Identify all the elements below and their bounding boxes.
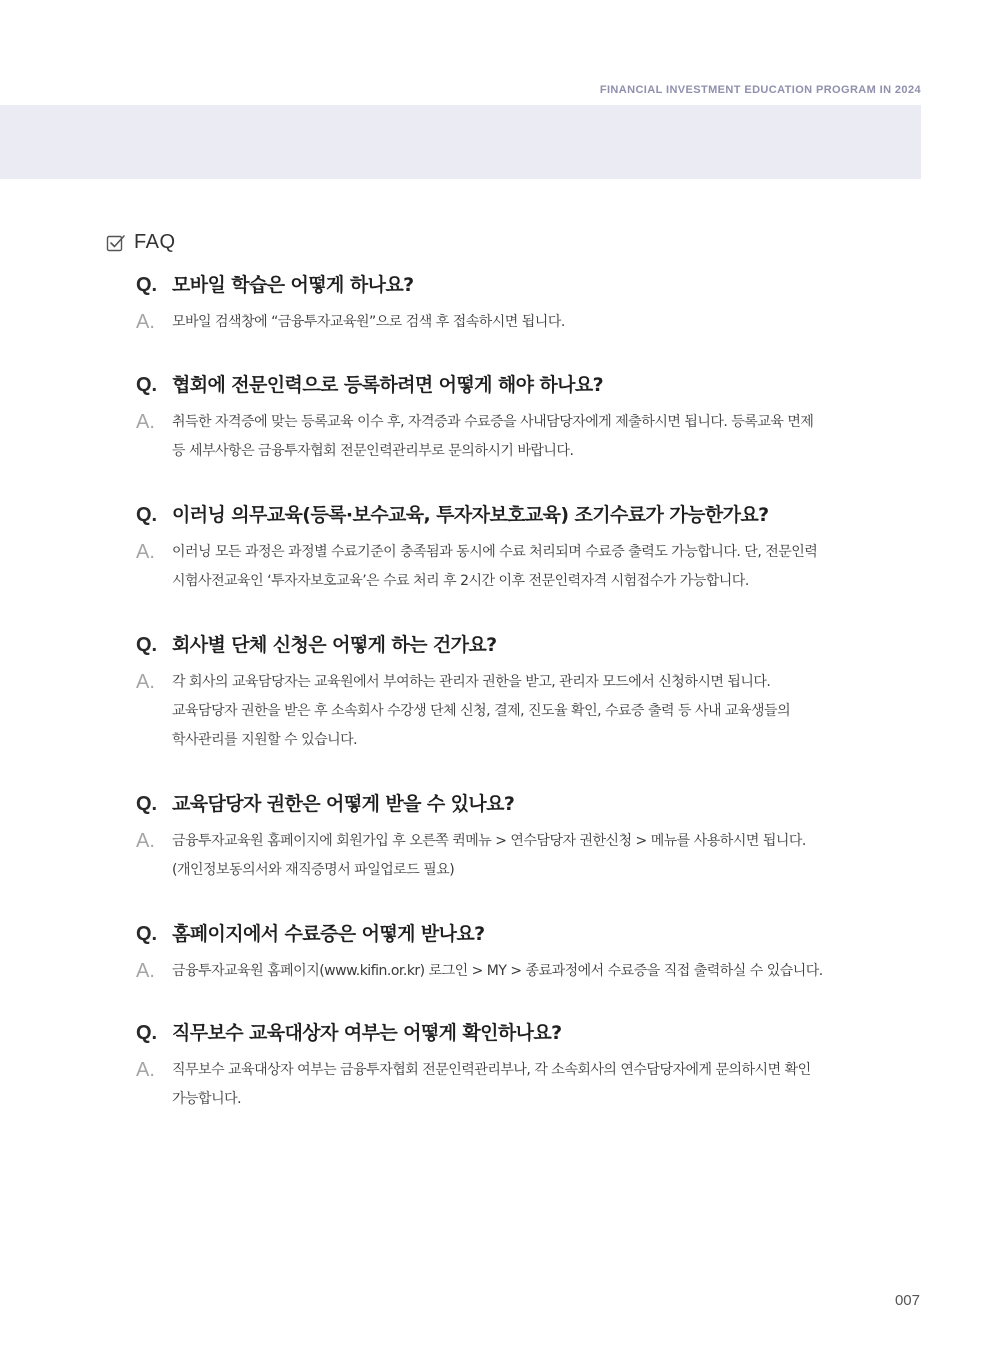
faq-item [136, 630, 916, 755]
page-number: 007 [894, 1292, 920, 1309]
answer-line: 이러닝 모든 과정은 과정별 수료기준이 충족됨과 동시에 수료 처리되며 수료증 출력도 가능합니다. 단, 전문인력 [172, 544, 818, 560]
question-text: 협회에 전문인력으로 등록하려면 어떻게 해야 하나요? [172, 374, 604, 396]
answer-marker: A. [136, 1059, 155, 1081]
question-marker: Q. [136, 374, 158, 396]
question-marker: Q. [136, 634, 158, 656]
question-marker: Q. [136, 504, 158, 526]
question-marker: Q. [136, 1022, 158, 1044]
answer-marker: A. [136, 671, 155, 693]
answer-line: 학사관리를 지원할 수 있습니다. [172, 732, 358, 748]
header-band [0, 105, 921, 179]
faq-item [136, 370, 916, 466]
answer-marker: A. [136, 960, 155, 982]
question-marker: Q. [136, 274, 158, 296]
program-header-label: FINANCIAL INVESTMENT EDUCATION PROGRAM IN 2024 [599, 84, 921, 96]
question-text: 이러닝 의무교육(등록·보수교육, 투자자보호교육) 조기수료가 가능한가요? [172, 504, 769, 526]
faq-heading [106, 231, 176, 254]
answer-line: 취득한 자격증에 맞는 등록교육 이수 후, 자격증과 수료증을 사내담당자에게 제출하시면 됩니다. 등록교육 면제 [172, 414, 814, 430]
question-text: 교육담당자 권한은 어떻게 받을 수 있나요? [172, 793, 515, 815]
answer-line: (개인정보동의서와 재직증명서 파일업로드 필요) [172, 862, 455, 878]
answer-marker: A. [136, 311, 155, 333]
answer-line: 모바일 검색창에 “금융투자교육원”으로 검색 후 접속하시면 됩니다. [172, 314, 565, 330]
answer-line: 금융투자교육원 홈페이지에 회원가입 후 오른쪽 퀵메뉴 > 연수담당자 권한신청 > 메뉴를 사용하시면 됩니다. [172, 833, 806, 849]
faq-item [136, 919, 916, 986]
question-text: 직무보수 교육대상자 여부는 어떻게 확인하나요? [172, 1022, 562, 1044]
question-text: 회사별 단체 신청은 어떻게 하는 건가요? [172, 634, 497, 656]
answer-marker: A. [136, 830, 155, 852]
faq-item [136, 789, 916, 885]
answer-line: 시험사전교육인 ‘투자자보호교육’은 수료 처리 후 2시간 이후 전문인력자격 시험접수가 가능합니다. [172, 573, 749, 589]
answer-line: 가능합니다. [172, 1091, 242, 1107]
question-marker: Q. [136, 793, 158, 815]
checkbox-check-icon [106, 233, 126, 253]
answer-line: 교육담당자 권한을 받은 후 소속회사 수강생 단체 신청, 결제, 진도율 확인, 수료증 출력 등 사내 교육생들의 [172, 703, 791, 719]
answer-marker: A. [136, 541, 155, 563]
answer-marker: A. [136, 411, 155, 433]
question-marker: Q. [136, 923, 158, 945]
answer-line: 직무보수 교육대상자 여부는 금융투자협회 전문인력관리부나, 각 소속회사의 연수담당자에게 문의하시면 확인 [172, 1062, 811, 1078]
answer-line: 등 세부사항은 금융투자협회 전문인력관리부로 문의하시기 바랍니다. [172, 443, 574, 459]
faq-item [136, 1018, 916, 1114]
answer-line: 각 회사의 교육담당자는 교육원에서 부여하는 관리자 권한을 받고, 관리자 모드에서 신청하시면 됩니다. [172, 674, 771, 690]
section-title: FAQ [134, 231, 176, 253]
faq-item [136, 500, 916, 596]
question-text: 홈페이지에서 수료증은 어떻게 받나요? [172, 923, 485, 945]
answer-line: 금융투자교육원 홈페이지(www.kifin.or.kr) 로그인 > MY > 종료과정에서 수료증을 직접 출력하실 수 있습니다. [172, 963, 823, 979]
faq-item [136, 270, 916, 337]
question-text: 모바일 학습은 어떻게 하나요? [172, 274, 414, 296]
